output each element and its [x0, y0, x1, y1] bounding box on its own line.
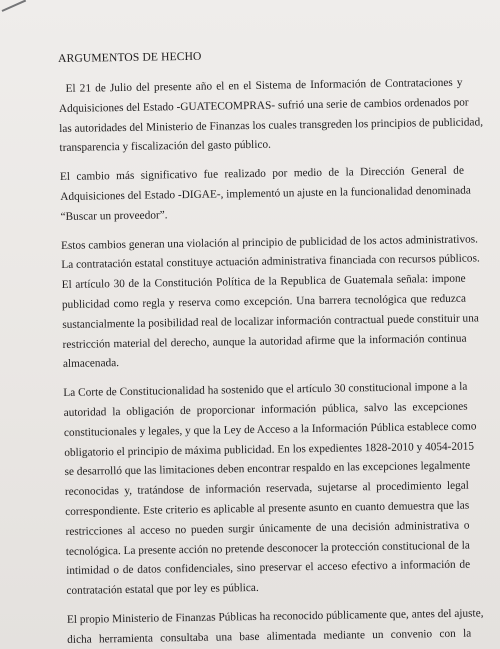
- text-line: constitucionales y legales, y que la Ley de Acceso a la Información Pública establece como: [63, 420, 477, 439]
- section-heading: ARGUMENTOS DE HECHO: [58, 49, 202, 65]
- text-line: almacenada.: [62, 357, 120, 371]
- paragraph: [63, 378, 477, 602]
- text-line: La contratación estatal constituye actuación administrativa financiada con recursos públicos.: [61, 252, 480, 272]
- text-line: dicha herramienta consultaba una base alimentada mediante un convenio con la: [67, 627, 472, 646]
- text-line: La Corte de Constitucionalidad ha sostenido que el artículo 30 constitucional impone a la: [63, 380, 468, 400]
- text-line: Estos cambios generan una violación al principio de publicidad de los actos administrativos.: [60, 233, 479, 252]
- text-line: se desarrolló que las limitaciones deben encontrar respaldo en las excepciones legalmente: [64, 459, 471, 479]
- text-line: autoridad la obligación de proporcionar información pública, salvo las excepciones: [63, 400, 468, 419]
- text-line: intimidad o de datos confidenciales, sino preservar el acceso efectivo a información de: [66, 558, 471, 578]
- paragraph: [60, 230, 480, 375]
- paragraph: [66, 605, 484, 649]
- text-line: obligatorio el principio de máxima publicidad. En los expedientes 1828-2010 y 4054-2015: [64, 440, 475, 459]
- text-line: sustancialmente la posibilidad real de localizar información contractual puede constituir una: [62, 312, 479, 331]
- text-line: El propio Ministerio de Finanzas Públicas ha reconocido públicamente que, antes del ajuste,: [66, 607, 484, 626]
- text-line: El 21 de Julio del presente año el en el Sistema de Información de Contrataciones y: [65, 76, 463, 95]
- text-line: El cambio más significativo fue realizado por medio de la Dirección General de: [59, 164, 465, 184]
- text-line: “Buscar un proveedor”.: [60, 209, 168, 223]
- text-line: transparencia y fiscalización del gasto público.: [59, 139, 272, 155]
- document-body: [58, 46, 484, 649]
- text-line: contratación estatal que por ley es pública.: [66, 582, 259, 598]
- text-line: Adquisiciones del Estado -DIGAE-, implementó un ajuste en la funcionalidad denominada: [60, 184, 471, 203]
- text-line: publicidad como regla y reserva como excepción. Una barrera tecnológica que reduzca: [61, 292, 467, 311]
- text-line: reconocidas y, tratándose de información reservada, sujetarse al procedimiento legal: [64, 479, 469, 499]
- paragraph: [58, 74, 484, 160]
- text-line: Adquisiciones del Estado -GUATECOMPRAS- sufrió una serie de cambios ordenados por: [58, 96, 469, 115]
- text-line: las autoridades del Ministerio de Finanzas los cuales transgreden los principios de publicidad,: [59, 115, 484, 135]
- paragraph: [59, 162, 471, 228]
- text-line: El artículo 30 de la Constitución Política de la Republica de Guatemala señala: impone: [61, 272, 466, 292]
- text-line: restricción material del derecho, aunque la autoridad afirme que la información continua: [62, 332, 467, 351]
- pen-mark: [2, 0, 27, 12]
- text-line: restricciones al acceso no pueden surgir únicamente de una decisión administrativa o: [65, 519, 470, 538]
- text-line: correspondiente. Este criterio es aplicable al presente asunto en cuanto demuestra que las: [65, 499, 470, 518]
- text-line: tecnológica. La presente acción no pretende desconocer la protección constitucional de la: [65, 539, 470, 558]
